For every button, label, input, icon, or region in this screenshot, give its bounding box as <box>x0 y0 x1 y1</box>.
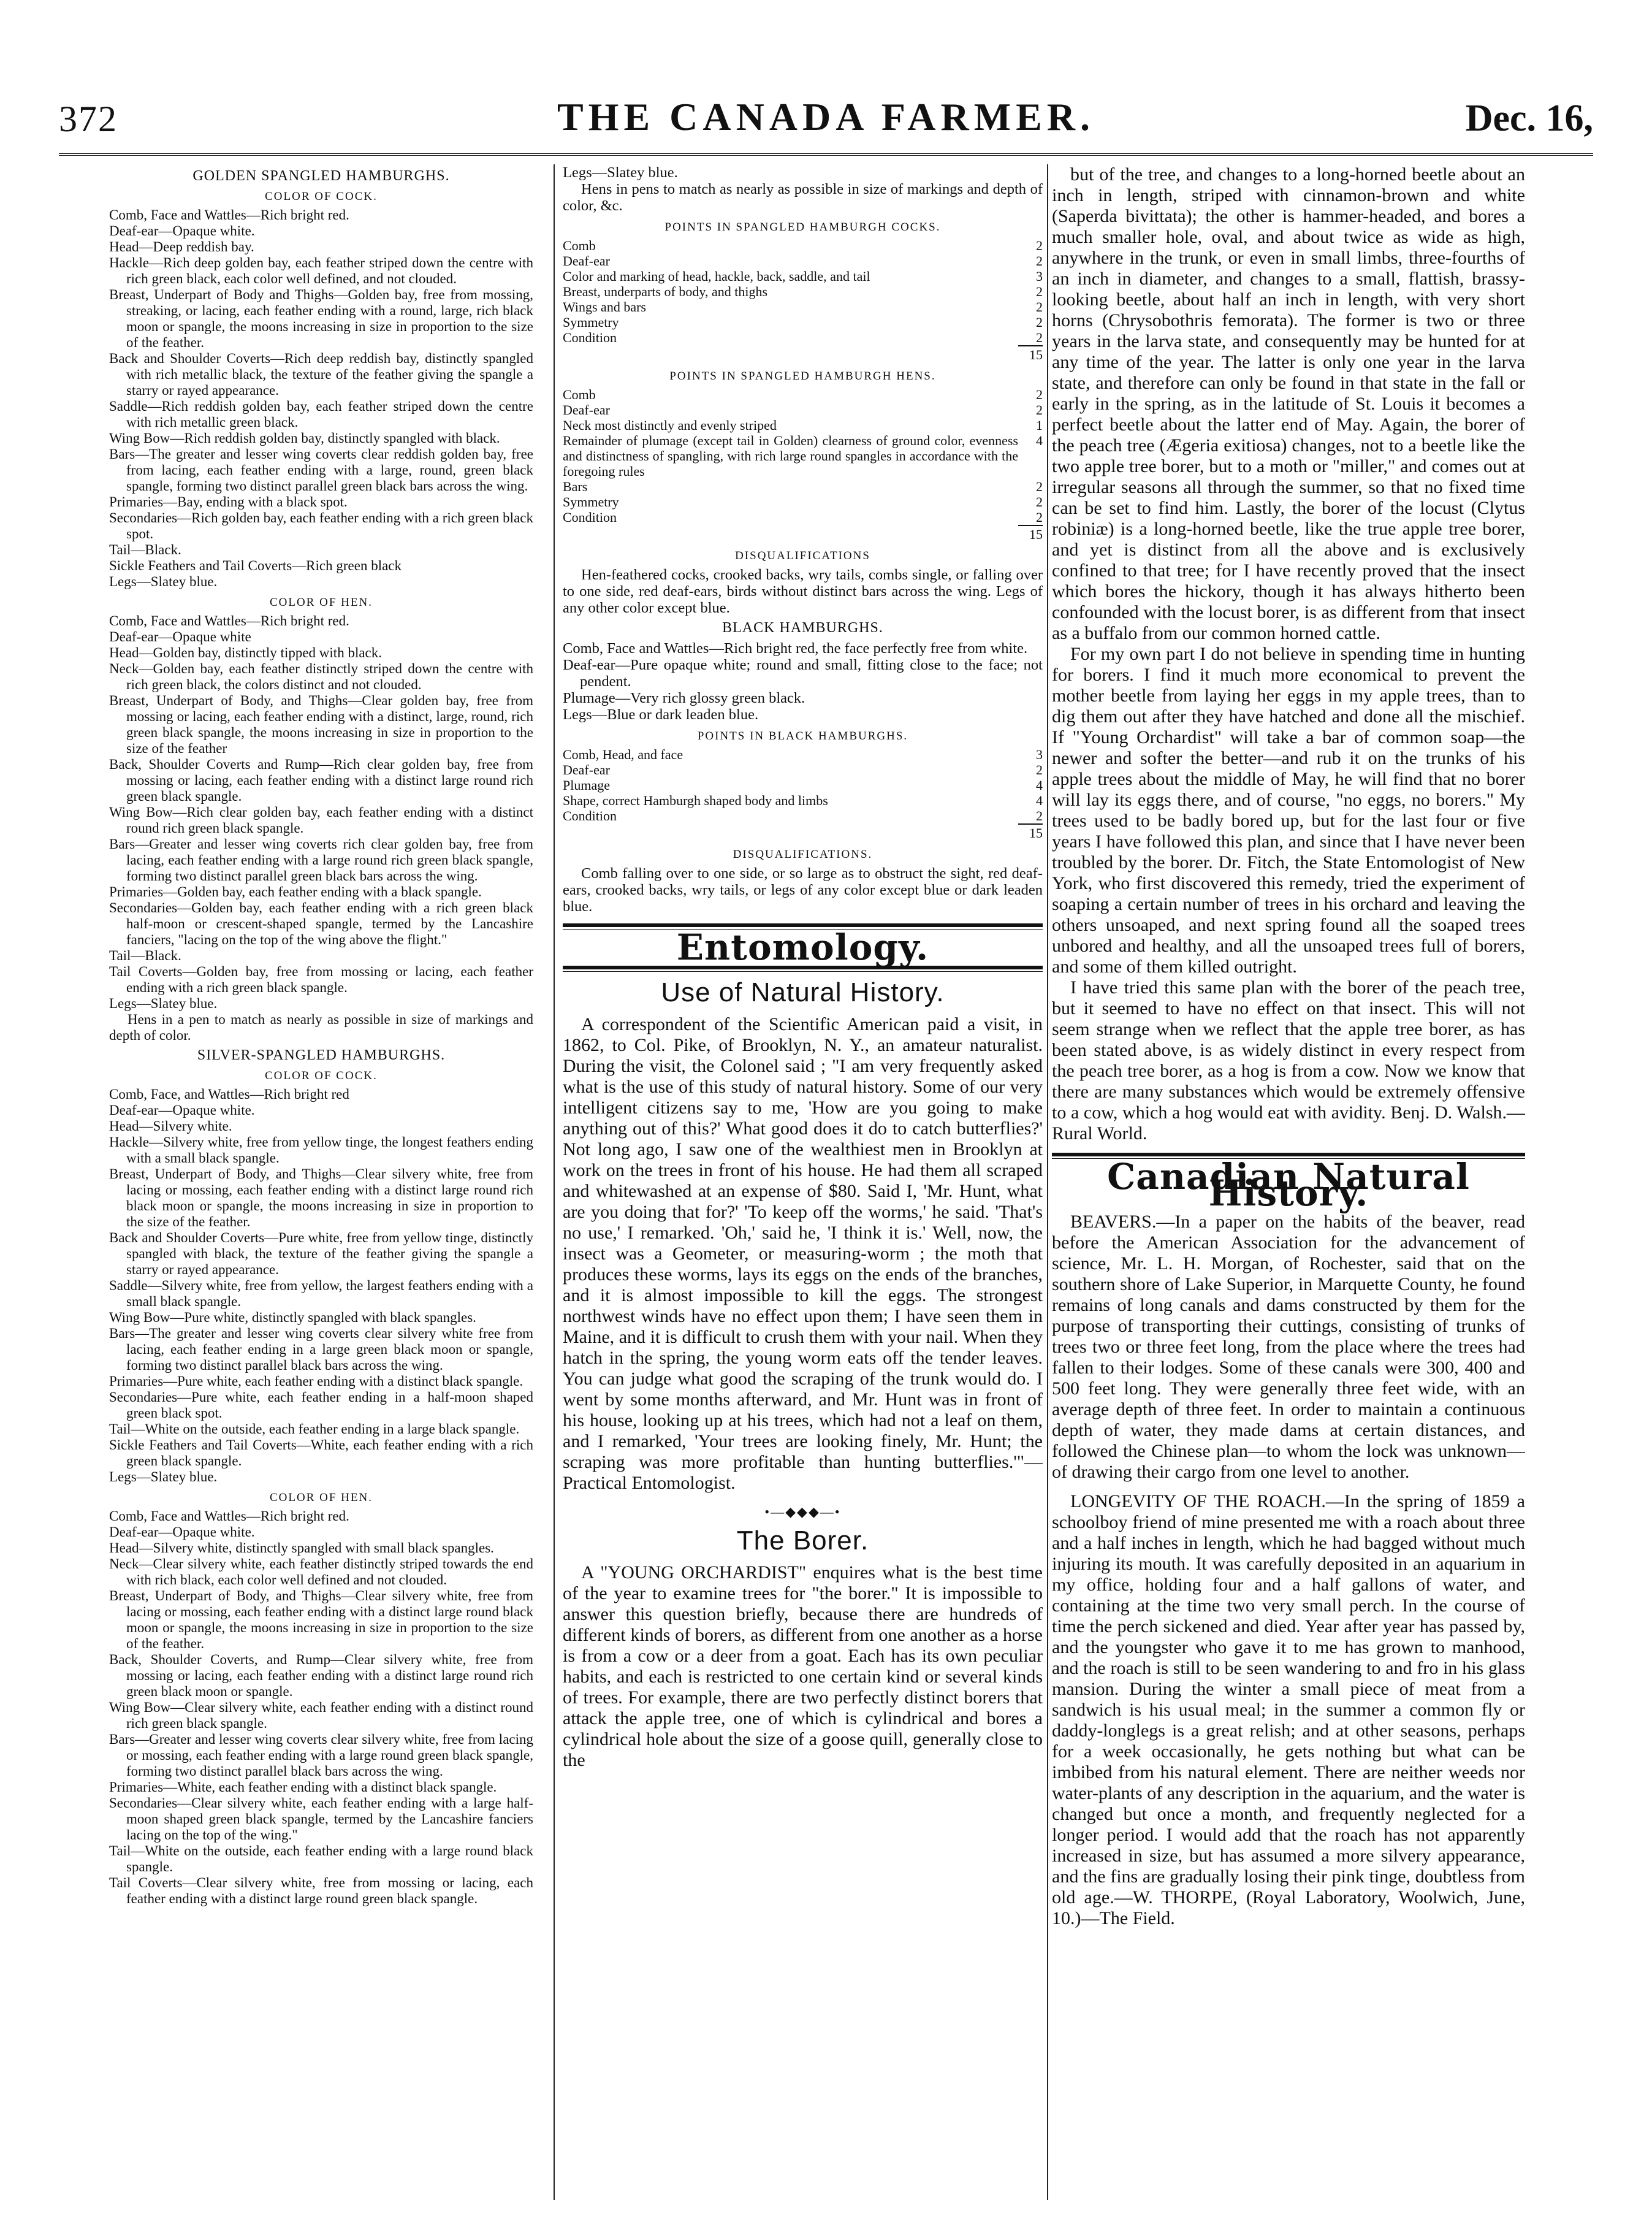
disqualifications-text: Hen-feathered cocks, crooked backs, wry tails, combs single, or falling over to one side, red deaf-ears, birds without distinct bars across the wing. Legs of any other color except blue. <box>563 567 1043 616</box>
points-row <box>563 777 1043 793</box>
points-row <box>563 494 1043 510</box>
points-row <box>563 315 1043 330</box>
standard-entry: Secondaries—Pure white, each feather ending in a half-moon shaped green black spot. <box>109 1389 533 1421</box>
ornament-divider: •—◆◆◆—• <box>764 1504 841 1519</box>
points-cocks-total: 15 <box>1029 347 1043 362</box>
points-label: Comb <box>563 387 596 402</box>
standard-entry: Primaries—Bay, ending with a black spot. <box>109 494 348 510</box>
standard-entry: Legs—Blue or dark leaden blue. <box>563 706 759 723</box>
standard-entry: Tail Coverts—Golden bay, free from mossing or lacing, each feather ending with a rich green black spangle. <box>109 964 533 995</box>
points-label: Symmetry <box>563 494 619 510</box>
standard-entry: Back and Shoulder Coverts—Pure white, free from yellow tinge, distinctly spangled with black, the texture of the feather giving the spangle a starry or rayed appearance. <box>109 1230 533 1277</box>
standard-entry: Plumage—Very rich glossy green black. <box>563 690 805 706</box>
standard-entry: Sickle Feathers and Tail Coverts—White, each feather ending with a rich green black spangle. <box>109 1437 533 1468</box>
points-row <box>563 387 1043 402</box>
standard-entry: Deaf-ear—Opaque white. <box>109 1524 255 1540</box>
disqualifications-heading: DISQUALIFICATIONS <box>735 549 870 562</box>
standard-entry: Back, Shoulder Coverts and Rump—Rich clear golden bay, free from mossing or lacing, each feather ending with a distinct large round rich green black spangle. <box>109 757 533 804</box>
issue-date: Dec. 16, <box>1465 97 1593 139</box>
silver-cock-heading: COLOR OF COCK. <box>265 1069 378 1082</box>
column-rule-1 <box>554 164 555 2200</box>
standard-entry: Primaries—White, each feather ending with a distinct black spangle. <box>109 1779 497 1795</box>
disqualifications-heading-2: DISQUALIFICATIONS. <box>733 848 873 861</box>
page-number: 372 <box>59 99 118 139</box>
standard-entry: Legs—Slatey blue. <box>109 1469 218 1484</box>
points-row <box>563 330 1043 345</box>
standard-entry: Comb, Face, and Wattles—Rich bright red <box>109 1087 349 1102</box>
standard-entry: Legs—Slatey blue. <box>109 574 218 589</box>
points-label: Deaf-ear <box>563 402 610 418</box>
standard-entry: Tail—Black. <box>109 542 181 557</box>
standard-entry: Comb, Face and Wattles—Rich bright red, the face perfectly free from white. <box>563 640 1028 657</box>
points-hens-heading: POINTS IN SPANGLED HAMBURGH HENS. <box>669 370 936 383</box>
standard-entry: Head—Silvery white. <box>109 1118 232 1134</box>
standard-entry: Hackle—Silvery white, free from yellow tinge, the longest feathers ending with a small black spangle. <box>109 1134 533 1166</box>
points-row <box>563 418 1043 433</box>
legs-entry: Legs—Slatey blue. <box>563 164 678 181</box>
standard-entry: Head—Deep reddish bay. <box>109 239 254 254</box>
points-label: Breast, underparts of body, and thighs <box>563 284 768 299</box>
standard-entry: Breast, Underpart of Body and Thighs—Golden bay, free from mossing, streaking, or lacing, each feather ending with a round, large, rich black moon or spangle, the moons increasing in size in proportion to the size of the feather. <box>109 287 533 350</box>
points-black-heading: POINTS IN BLACK HAMBURGHS. <box>697 730 908 743</box>
points-label: Deaf-ear <box>563 253 610 269</box>
masthead <box>59 92 1593 156</box>
newspaper-title: THE CANADA FARMER. <box>557 95 1095 139</box>
points-value: 2 <box>1036 330 1043 345</box>
points-black-total: 15 <box>1029 825 1043 841</box>
silver-hen-heading: COLOR OF HEN. <box>270 1491 373 1504</box>
article-paragraph: A "YOUNG ORCHARDIST" enquires what is the best time of the year to examine trees for "the borer." It is impossible to answer this question briefly, because there are hundreds of different kinds of borers, as different from one another as a horse is from a cow or a deer from a goat. Each has its own peculiar habits, and each is restricted to one certain kind or several kinds of trees. For example, there are two perfectly distinct borers that attack the apple tree, one of which is cylindrical and bores a cylindrical hole about the size of a goose quill, generally close to the <box>563 1562 1043 1770</box>
article-natural-history-body <box>563 1014 1043 1494</box>
points-value: 2 <box>1036 299 1043 315</box>
points-row <box>563 269 1043 284</box>
points-label: Plumage <box>563 777 610 793</box>
canadian-natural-history-title: Canadian Natural History. <box>1107 1156 1470 1214</box>
points-value: 2 <box>1036 808 1043 823</box>
silver-hen-list <box>109 1508 533 1907</box>
standard-entry: Hackle—Rich deep golden bay, each feather striped down the centre with rich green black, each color well defined, and not clouded. <box>109 255 533 286</box>
points-value: 1 <box>1036 418 1043 433</box>
points-value: 2 <box>1036 510 1043 525</box>
points-cocks-heading: POINTS IN SPANGLED HAMBURGH COCKS. <box>664 221 941 234</box>
points-label: Condition <box>563 510 617 525</box>
standard-entry: Head—Silvery white, distinctly spangled with small black spangles. <box>109 1540 494 1556</box>
standard-entry: Wing Bow—Clear silvery white, each feather ending with a distinct round rich green black spangle. <box>109 1700 533 1731</box>
standard-entry: Back and Shoulder Coverts—Rich deep reddish bay, distinctly spangled with rich metallic black, the texture of the feather giving the spangle a starry or rayed appearance. <box>109 351 533 398</box>
standard-entry: Neck—Clear silvery white, each feather distinctly striped towards the end with rich black, each color well defined and not clouded. <box>109 1556 533 1587</box>
standard-entry: Saddle—Silvery white, free from yellow, the largest feathers ending with a small black spangle. <box>109 1278 533 1309</box>
points-cocks-table <box>563 238 1043 345</box>
points-row <box>563 433 1043 479</box>
article-paragraph: I have tried this same plan with the borer of the peach tree, but it seemed to have no effect on that insect. This will not seem strange when we reflect that the apple tree borer, as has been stated above, is as widely distinct in every respect from the peach tree borer, as a hog is from a cow. Now we know that there are many substances which would be extremely offensive to a cow, which a hog would eat with avidity. Benj. D. Walsh.—Rural World. <box>1052 977 1525 1144</box>
standard-entry: Bars—Greater and lesser wing coverts rich clear golden bay, free from lacing, each feather ending with a large round rich green black spangle, forming two distinct parallel green black bars across the wing. <box>109 836 533 884</box>
points-label: Comb, Head, and face <box>563 747 683 762</box>
standard-entry: Breast, Underpart of Body, and Thighs—Clear silvery white, free from lacing or mossing, each feather ending with a distinct large round rich black moon or spangle, the moons increasing in size in proportion to the size of the feather. <box>109 1166 533 1229</box>
article-title-borer: The Borer. <box>736 1526 869 1556</box>
standard-entry: Tail—White on the outside, each feather ending with a large round black spangle. <box>109 1843 533 1874</box>
standard-entry: Breast, Underpart of Body, and Thighs—Clear silvery white, free from lacing or mossing, each feather ending with a distinct large round black moon or spangle, the moons increasing in size in proportion to the size of the feather. <box>109 1588 533 1651</box>
points-hens-total: 15 <box>1029 527 1043 542</box>
points-value: 2 <box>1036 253 1043 269</box>
article-borer-body <box>563 1562 1043 1771</box>
beavers-paragraph: BEAVERS.—In a paper on the habits of the beaver, read before the American Association for the advancement of science, Mr. L. H. Morgan, of Rochester, said that on the southern shore of Lake Superior, in Marquette County, he found remains of long canals and dams constructed by them for the purpose of transporting their cuttings, consisting of trunks of trees two or three feet long, from the place where the trees had fallen to their lodges. Some of these canals were 300, 400 and 500 feet long. They were generally three feet wide, with an average depth of three feet. In order to maintain a continuous depth of water, they made dams at certain distances, and followed the Chinese plan—to whom the lock was unknown—of drawing their cargo from one level to another. <box>1052 1212 1525 1482</box>
points-row <box>563 510 1043 525</box>
standard-entry: Bars—Greater and lesser wing coverts clear silvery white, free from lacing or mossing, each feather ending with a large round green black spangle, forming two distinct parallel black bars across the wing. <box>109 1732 533 1779</box>
entomology-section-title: Entomology. <box>676 926 929 968</box>
column-3 <box>1052 164 1525 2206</box>
points-label: Comb <box>563 238 596 253</box>
column-1 <box>109 164 533 2206</box>
points-label: Remainder of plumage (except tail in Golden) clearness of ground color, evenness and distinctness of spangling, with rich large round spangles in accordance with the foregoing rules <box>563 433 1018 479</box>
points-row <box>563 762 1043 777</box>
standard-entry: Primaries—Pure white, each feather ending with a distinct black spangle. <box>109 1373 523 1389</box>
points-value: 2 <box>1036 315 1043 330</box>
disqualifications-text-2: Comb falling over to one side, or so large as to obstruct the sight, red deaf-ears, crooked backs, wry tails, or legs of any color except blue or dark leaden blue. <box>563 865 1043 915</box>
points-value: 4 <box>1036 433 1043 448</box>
standard-entry: Wing Bow—Rich clear golden bay, each feather ending with a distinct round rich green black spangle. <box>109 804 533 836</box>
points-value: 2 <box>1036 494 1043 510</box>
points-row <box>563 253 1043 269</box>
points-value: 2 <box>1036 762 1043 777</box>
article-borer-continued <box>1052 164 1525 1144</box>
standard-entry: Comb, Face and Wattles—Rich bright red. <box>109 207 349 223</box>
standard-entry: Deaf-ear—Opaque white. <box>109 1102 255 1118</box>
standard-entry: Comb, Face and Wattles—Rich bright red. <box>109 1508 349 1524</box>
cock-color-heading: COLOR OF COCK. <box>265 190 378 203</box>
points-row <box>563 808 1043 823</box>
points-label: Wings and bars <box>563 299 646 315</box>
standard-entry: Tail—Black. <box>109 948 181 963</box>
points-row <box>563 793 1043 808</box>
article-paragraph: but of the tree, and changes to a long-horned beetle about an inch in length, striped with cinnamon-brown and white (Saperda bivittata); the other is hammer-headed, and bores a much smaller hole, oval, and about twice as wide as high, anywhere in the trunk, or even in small limbs, three-fourths of an inch in diameter, and changes to a small, flattish, brassy-looking beetle, about half an inch in length, with very short horns (Chrysobothris femorata). The former is two or three years in the larva state, and consequently may be hunted for at any time of the year. The latter is only one year in the larva state, and therefore can only be found in that state in the fall or early in the spring, as in the latitude of St. Louis it becomes a perfect beetle about the latter end of May. Again, the borer of the peach tree (Ægeria exitiosa) changes, not to a beetle like the two apple tree borer, but to a moth or "miller," and comes out at irregular seasons all through the summer, so that no fixed time can be set to find him. Lastly, the borer of the locust (Clytus robiniæ) is a long-horned beetle, like the true apple tree borer, and yet is distinct from all the above and is exclusively confined to that tree; for I have recently proved that the insect which bores the hickory, though it has always hitherto been confounded with the locust borer, is as different from that insect as a buffalo from our common horned cattle. <box>1052 164 1525 643</box>
points-label: Shape, correct Hamburgh shaped body and limbs <box>563 793 828 808</box>
standard-entry: Wing Bow—Rich reddish golden bay, distinctly spangled with black. <box>109 430 500 446</box>
points-label: Symmetry <box>563 315 619 330</box>
points-value: 2 <box>1036 402 1043 418</box>
standard-entry: Secondaries—Rich golden bay, each feather ending with a rich green black spot. <box>109 510 533 541</box>
standard-entry: Sickle Feathers and Tail Coverts—Rich green black <box>109 558 402 573</box>
standard-entry: Bars—The greater and lesser wing coverts clear reddish golden bay, free from lacing, each feather ending with a large, round, green black spangle, forming two distinct parallel green black bars across the wing. <box>109 446 533 494</box>
standard-entry: Breast, Underpart of Body, and Thighs—Clear golden bay, free from mossing or lacing, each feather ending with a distinct, large, round, rich green black spangle, the moons increasing in size in proportion to the size of the feather <box>109 693 533 756</box>
points-label: Condition <box>563 330 617 345</box>
points-row <box>563 479 1043 494</box>
standard-entry: Tail—White on the outside, each feather ending in a large black spangle. <box>109 1421 520 1437</box>
points-value: 2 <box>1036 387 1043 402</box>
standard-entry: Comb, Face and Wattles—Rich bright red. <box>109 613 349 628</box>
article-title-natural-history: Use of Natural History. <box>661 977 945 1007</box>
points-value: 4 <box>1036 793 1043 808</box>
points-value: 3 <box>1036 747 1043 762</box>
standard-entry: Deaf-ear—Opaque white <box>109 629 251 644</box>
column-rule-2 <box>1047 164 1048 2200</box>
points-black-table <box>563 747 1043 823</box>
standard-entry: Deaf-ear—Pure opaque white; round and small, fitting close to the face; not pendent. <box>563 657 1043 690</box>
standard-entry: Wing Bow—Pure white, distinctly spangled with black spangles. <box>109 1310 476 1325</box>
silver-hamburghs-title: SILVER-SPANGLED HAMBURGHS. <box>197 1047 446 1063</box>
standard-entry: Deaf-ear—Opaque white. <box>109 223 255 239</box>
silver-cock-list <box>109 1087 533 1485</box>
standard-entry: Neck—Golden bay, each feather distinctly striped down the centre with rich green black, the colors distinct and not clouded. <box>109 661 533 692</box>
hen-note: Hens in a pen to match as nearly as possible in size of markings and depth of color. <box>109 1012 533 1043</box>
points-label: Bars <box>563 479 588 494</box>
points-value: 3 <box>1036 269 1043 284</box>
golden-hamburghs-title: GOLDEN SPANGLED HAMBURGHS. <box>192 168 450 184</box>
column-2 <box>563 164 1043 2206</box>
article-paragraph: For my own part I do not believe in spending time in hunting for borers. I find it much more economical to prevent the mother beetle from laying her eggs in my apple trees, than to dig them out after they have hatched and done all the mischief. If "Young Orchardist" will take a bar of common soap—the newer and softer the better—and rub it on the trunks of his apple trees about the middle of May, he will find that no borer will lay its eggs there, and of course, "no eggs, no borers." My trees used to be badly bored up, but for the last four or five years I have followed this plan, and since that I have never been troubled by the borer. Dr. Fitch, the State Entomologist of New York, who first discovered this remedy, tried the experiment of soaping a certain number of trees in his orchard and leaving the others unsoaped, and next spring found all the soaped trees unbored and healthy, and all the unsoaped trees full of borers, and some of them killed outright. <box>1052 644 1525 977</box>
standard-entry: Bars—The greater and lesser wing coverts clear silvery white free from lacing, each feather ending in a large green black moon or spangle, forming two distinct parallel black bars across the wing. <box>109 1326 533 1373</box>
standard-entry: Saddle—Rich reddish golden bay, each feather striped down the centre with rich metallic green black. <box>109 399 533 430</box>
points-value: 2 <box>1036 479 1043 494</box>
roach-paragraph: LONGEVITY OF THE ROACH.—In the spring of 1859 a schoolboy friend of mine presented me with a roach about three and a half inches in length, which he had bagged without much injuring its mouth. It was carefully deposited in an aquarium in my office, holding four and a half gallons of water, and containing at the time two very small perch. In the course of time the perch sickened and died. Year after year has passed by, and the youngster who gave it to me has grown to manhood, and the roach is still to be seen wandering to and fro in his glass mansion. During the winter a small piece of meat from a sandwich is his usual meal; in the summer a common fly or daddy-longlegs is a great relish; and at other seasons, perhaps for a week occasionally, he gets nothing but what can be imbibed from his natural element. There are neither weeds nor water-plants of any description in the aquarium, and the water is changed but once a month, and frequently neglected for a longer period. I would add that the roach has not apparently increased in size, but has assumed a more silvery appearance, and the fins are gradually losing their pink tinge, doubtless from old age.—W. THORPE, (Royal Laboratory, Woolwich, June, 10.)—The Field. <box>1052 1491 1525 1928</box>
points-row <box>563 402 1043 418</box>
points-value: 2 <box>1036 238 1043 253</box>
points-row <box>563 299 1043 315</box>
points-label: Color and marking of head, hackle, back, saddle, and tail <box>563 269 870 284</box>
points-value: 2 <box>1036 284 1043 299</box>
points-row <box>563 238 1043 253</box>
points-hens-table <box>563 387 1043 525</box>
points-value: 4 <box>1036 777 1043 793</box>
hen-color-heading: COLOR OF HEN. <box>270 596 373 609</box>
points-label: Condition <box>563 808 617 823</box>
article-paragraph: A correspondent of the Scientific American paid a visit, in 1862, to Col. Pike, of Brooklyn, N. Y., an amateur naturalist. During the visit, the Colonel said ; "I am very frequently asked what is the use of this study of natural history. Some of our very intelligent citizens say to me, 'How are you going to make anything out of this?' What good does it do to catch butterflies?' Not long ago, I saw one of the wealthiest men in Brooklyn at work on the trees in front of his house. He had them all scraped and whitewashed at an expense of $80. Said I, 'Mr. Hunt, what are you doing that for?' 'To keep off the worms,' he said. 'That's no use,' I remarked. 'Oh,' said he, 'I think it is.' Well, now, the insect was a Geometer, or measuring-worm ; the moth that produces these worms, lays its eggs on the ends of the branches, and it is almost impossible to kill the eggs. The strongest northwest winds have no effect upon them; I have seen them in Maine, and it is difficult to crush them with your nail. When they hatch in the spring, the young worm eats off the tender leaves. You can judge what good the scraping of the trunk would do. I went by some months afterward, and Mr. Hunt was in front of his house, looking up at his trees, which had not a leaf on them, and I remarked, 'Your trees are looking finely, Mr. Hunt; the scraping was more profitable than hunting butterflies.'"—Practical Entomologist. <box>563 1014 1043 1493</box>
standard-entry: Secondaries—Clear silvery white, each feather ending with a large half-moon shaped green black spangle, termed by the Lancashire fanciers lacing on the top of the wing." <box>109 1795 533 1843</box>
hens-note: Hens in pens to match as nearly as possible in size of markings and depth of color, &c. <box>563 181 1043 214</box>
standard-entry: Head—Golden bay, distinctly tipped with black. <box>109 645 382 660</box>
golden-cock-list <box>109 207 533 590</box>
standard-entry: Tail Coverts—Clear silvery white, free from mossing or lacing, each feather ending with a distinct large round green black spangle. <box>109 1875 533 1906</box>
standard-entry: Back, Shoulder Coverts, and Rump—Clear silvery white, free from mossing or lacing, each feather ending with a distinct large round rich green black moon or spangle. <box>109 1652 533 1699</box>
standard-entry: Primaries—Golden bay, each feather ending with a black spangle. <box>109 884 482 899</box>
points-row <box>563 747 1043 762</box>
points-row <box>563 284 1043 299</box>
points-label: Neck most distinctly and evenly striped <box>563 418 777 433</box>
standard-entry: Secondaries—Golden bay, each feather ending with a rich green black half-moon or crescent-shaped spangle, termed by the Lancashire fanciers, "lacing on the top of the wing above the flight." <box>109 900 533 947</box>
golden-hen-list <box>109 613 533 1012</box>
black-hamburghs-list <box>563 640 1043 723</box>
points-label: Deaf-ear <box>563 762 610 777</box>
standard-entry: Legs—Slatey blue. <box>109 996 218 1011</box>
black-hamburghs-title: BLACK HAMBURGHS. <box>722 620 883 636</box>
